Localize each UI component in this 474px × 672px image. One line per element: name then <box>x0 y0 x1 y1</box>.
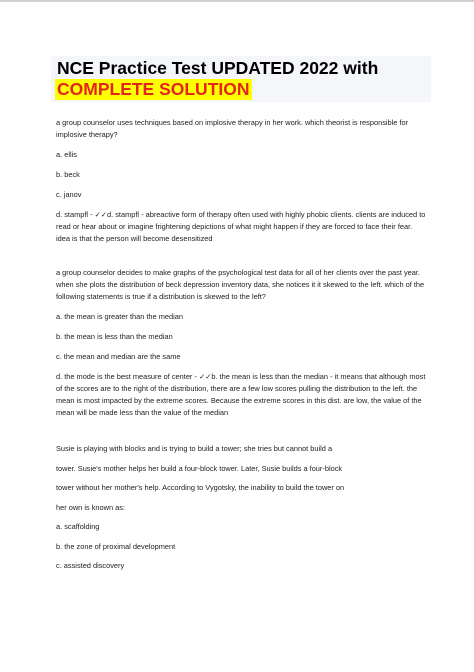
question-1-option-a: a. ellis <box>56 150 77 159</box>
spacer <box>56 253 428 267</box>
question-2-option-b: b. the mean is less than the median <box>56 332 173 341</box>
question-3-line-3: tower without her mother's help. According to Vygotsky, the inability to build the tower on <box>56 483 345 492</box>
question-3-line-1: Susie is playing with blocks and is trying to build a tower; she tries but cannot build a <box>56 444 333 453</box>
question-2-text: a group counselor decides to make graphs of the psychological test data for all of her clients over the past year. when she plots the distribution of beck depression inventory data, she notices it it skewed to the left. which of the following statements is true if a distribution is skewed to the left? <box>56 268 425 301</box>
title-block <box>51 56 431 102</box>
question-3-line-4: her own is known as: <box>56 502 126 512</box>
question-2-option-a: a. the mean is greater than the median <box>56 312 183 321</box>
question-3-line-2: tower. Susie's mother helps her build a four-block tower. Later, Susie builds a four-block <box>56 463 343 473</box>
question-3 <box>56 444 428 572</box>
question-2-answer: d. the mode is the best measure of center - ✓✓b. the mean is less than the median - it means that although most of the scores are to the right of the distribution, there are a few low scores pulling the distribution to the left. the mean is most impacted by the extreme scores. Because the extreme scores in this dist. are low, the value of the mean will be made less than the value of the median <box>56 372 426 417</box>
question-3-option-a: a. scaffolding <box>56 522 100 531</box>
page-title: NCE Practice Test UPDATED 2022 with <box>57 58 379 78</box>
page-title-highlight: COMPLETE SOLUTION <box>57 79 250 99</box>
spacer <box>56 427 428 444</box>
question-3-option-c: c. assisted discovery <box>56 561 125 570</box>
question-1-option-c: c. janov <box>56 190 82 199</box>
question-1-option-b: b. beck <box>56 170 80 179</box>
question-3-option-b: b. the zone of proximal development <box>56 541 176 551</box>
top-border <box>0 0 474 2</box>
question-2-option-c: c. the mean and median are the same <box>56 352 181 361</box>
question-1-answer: d. stampfl - ✓✓d. stampfl - abreactive form of therapy often used with highly phobic clients. clients are induced to read or hear about or imagine frightening depictions of what might happen if they are forced to face their fear. idea is that the person will become desensitized <box>56 210 426 243</box>
document-body <box>56 117 428 581</box>
question-1-text: a group counselor uses techniques based on implosive therapy in her work. which theorist is responsible for implosive therapy? <box>56 118 409 139</box>
